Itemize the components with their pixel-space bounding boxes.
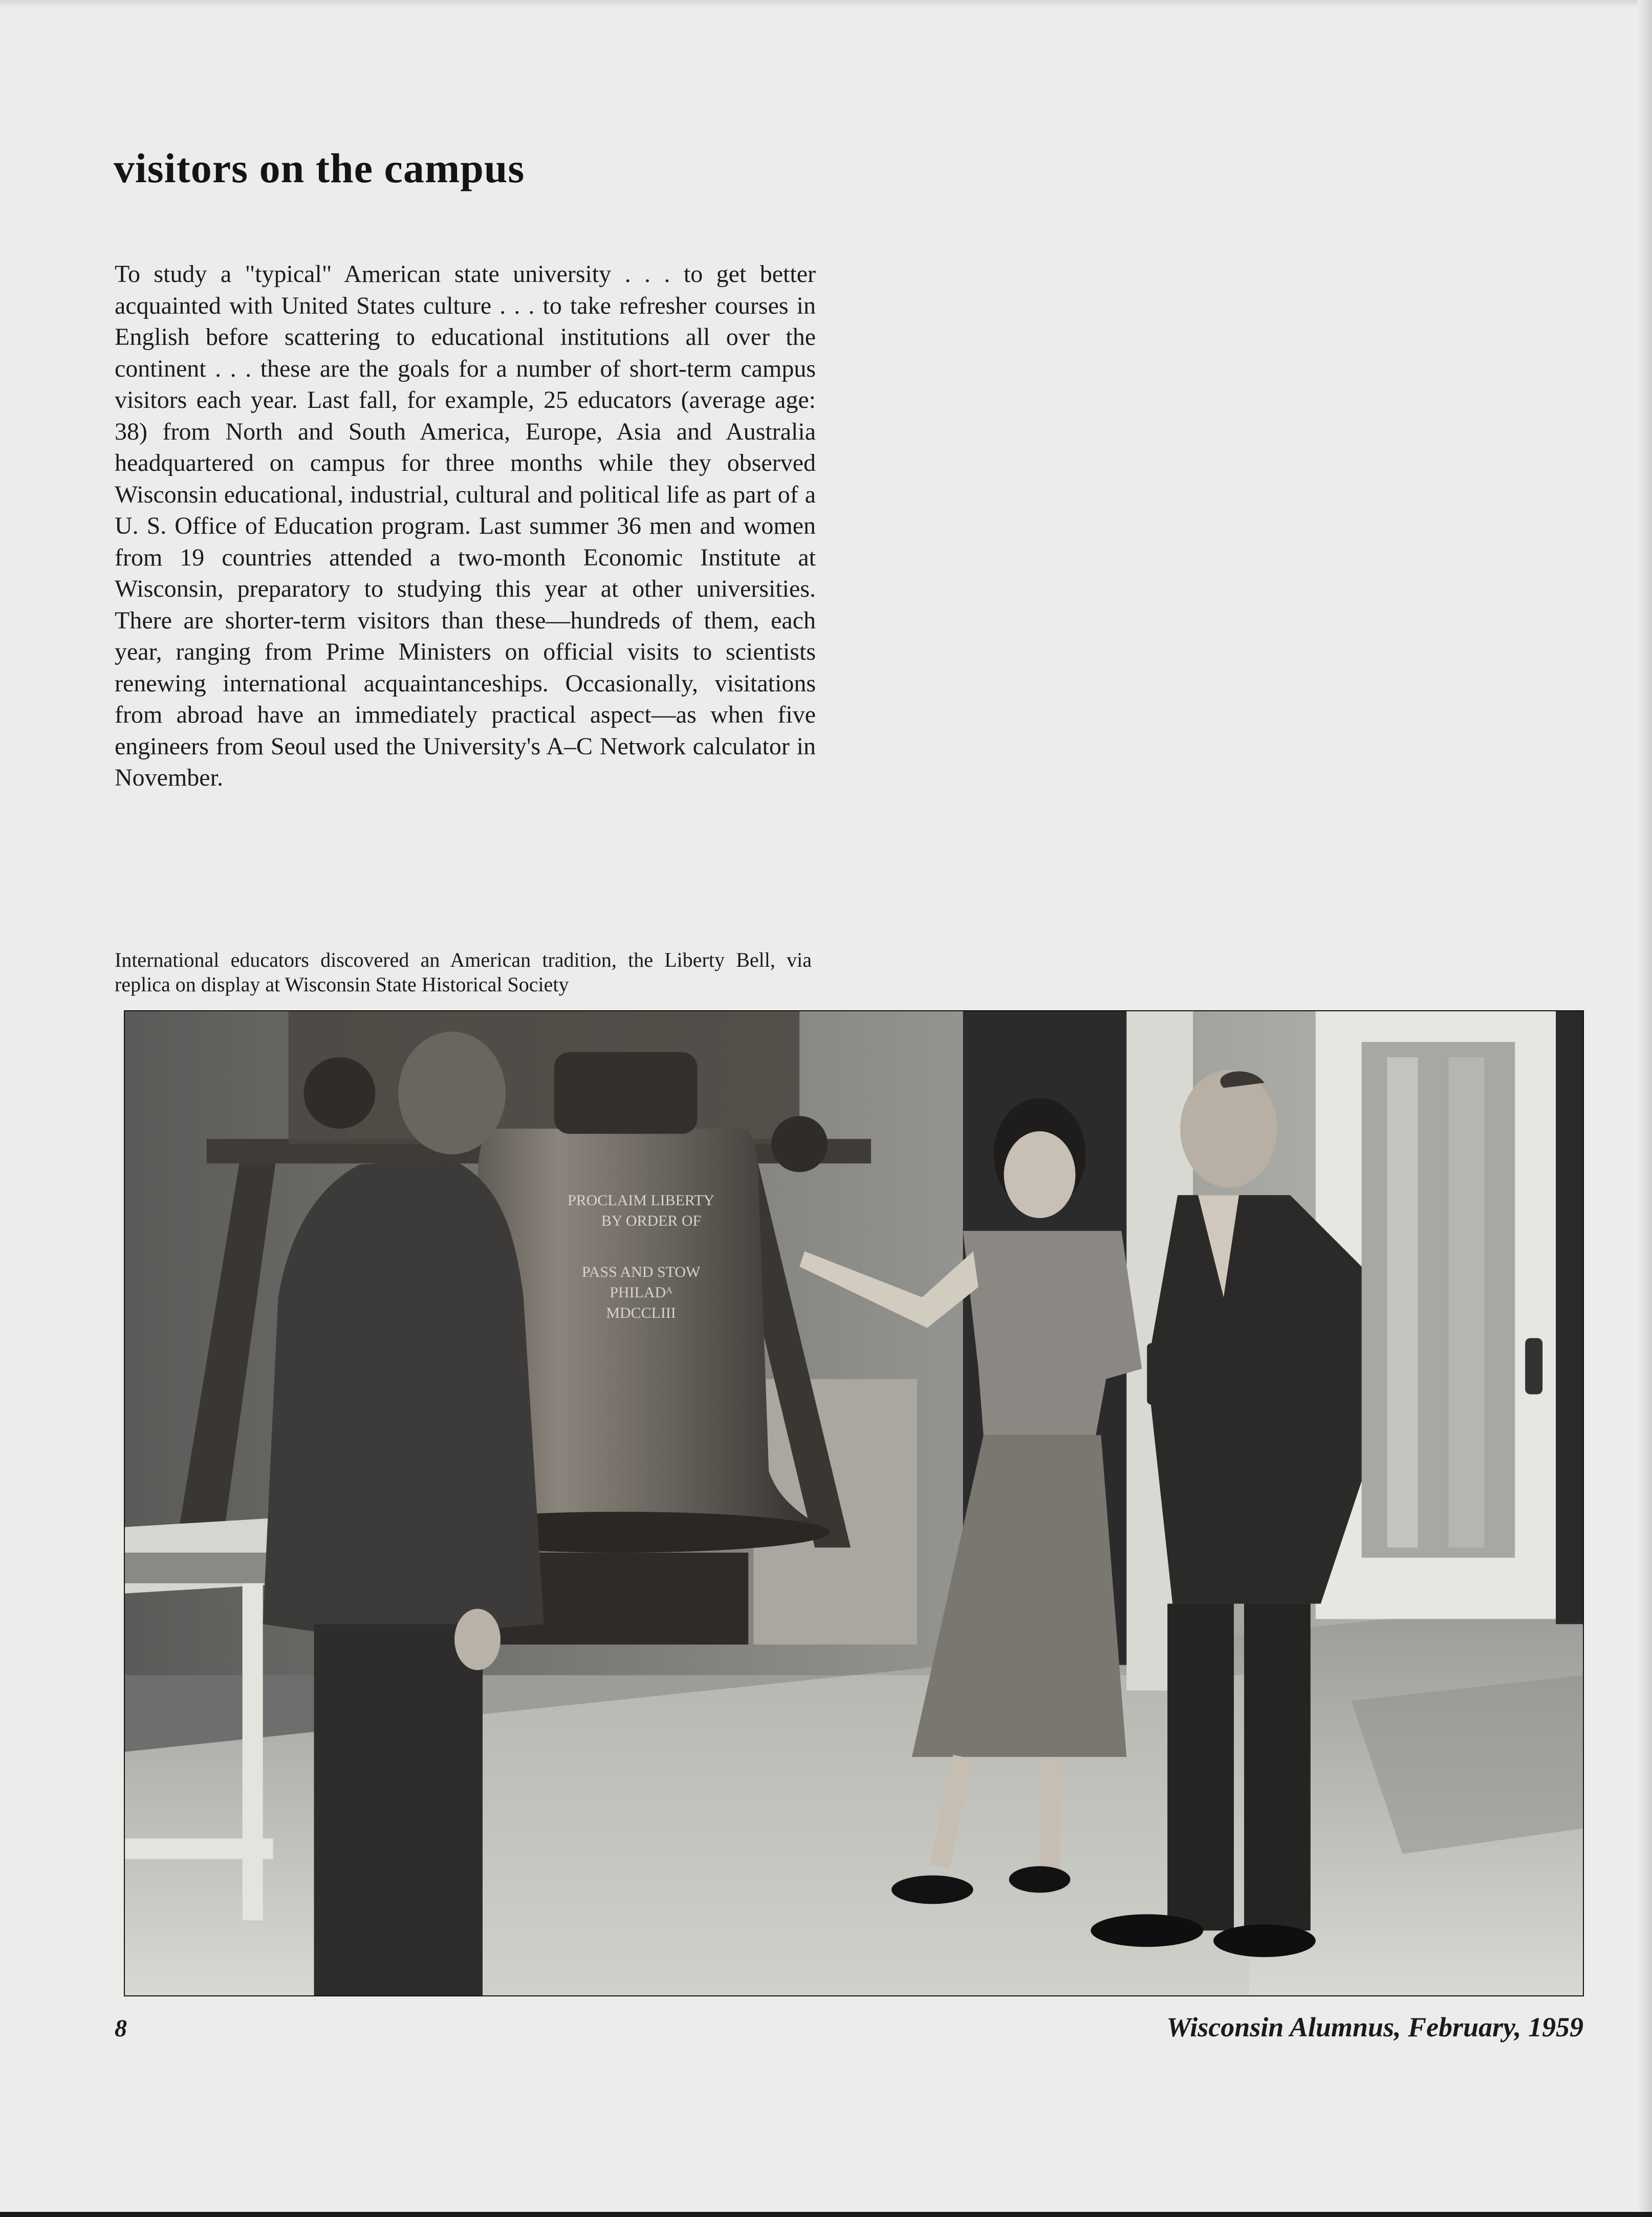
- photo-caption: International educators discovered an American tradition, the Liberty Bell, via replica on display at Wisconsin State Historical Society: [115, 948, 812, 996]
- article-title: visitors on the campus: [114, 145, 525, 191]
- bell-inscription-5: MDCCLIII: [606, 1304, 676, 1321]
- photo-illustration: [125, 1011, 1583, 1995]
- publication-credit: Wisconsin Alumnus, February, 1959: [1166, 2012, 1583, 2042]
- page-edge-bottom: [0, 2212, 1652, 2217]
- bell-inscription-4: PHILADᴬ: [610, 1284, 672, 1301]
- bell-crown: [554, 1052, 698, 1134]
- page-edge-right: [1638, 0, 1652, 2217]
- page-edge: [0, 0, 1652, 7]
- bell-inscription-1: PROCLAIM LIBERTY: [568, 1192, 715, 1209]
- page-number: 8: [115, 2015, 127, 2042]
- bell-inscription-2: BY ORDER OF: [601, 1212, 702, 1230]
- bell-inscription-3: PASS AND STOW: [581, 1263, 701, 1280]
- article-body: To study a "typical" American state university . . . to get better acquainted with United States culture . . . to take refresher courses in English before scattering to educational institutions all over the continent . . . these are the goals for a number of short-term campus visitors each year. Last fall, for example, 25 educators (average age: 38) from North and South America, Europe, Asia and Australia headquartered on campus for three months while they observed Wisconsin educational, industrial, cultural and political life as part of a U. S. Office of Education program. Last summer 36 men and women from 19 countries attended a two-month Economic Institute at Wisconsin, preparatory to studying this year at other universities. There are shorter-term visitors than these—hundreds of them, each year, ranging from Prime Ministers on official visits to scientists renewing international acquaintanceships. Occasionally, visitations from abroad have an immediately practical aspect—as when five engineers from Seoul used the University's A–C Network calculator in November.: [115, 260, 816, 791]
- doorway: [1362, 1042, 1515, 1558]
- liberty-bell-photo: [124, 1010, 1584, 1996]
- door-handle: [1525, 1338, 1542, 1395]
